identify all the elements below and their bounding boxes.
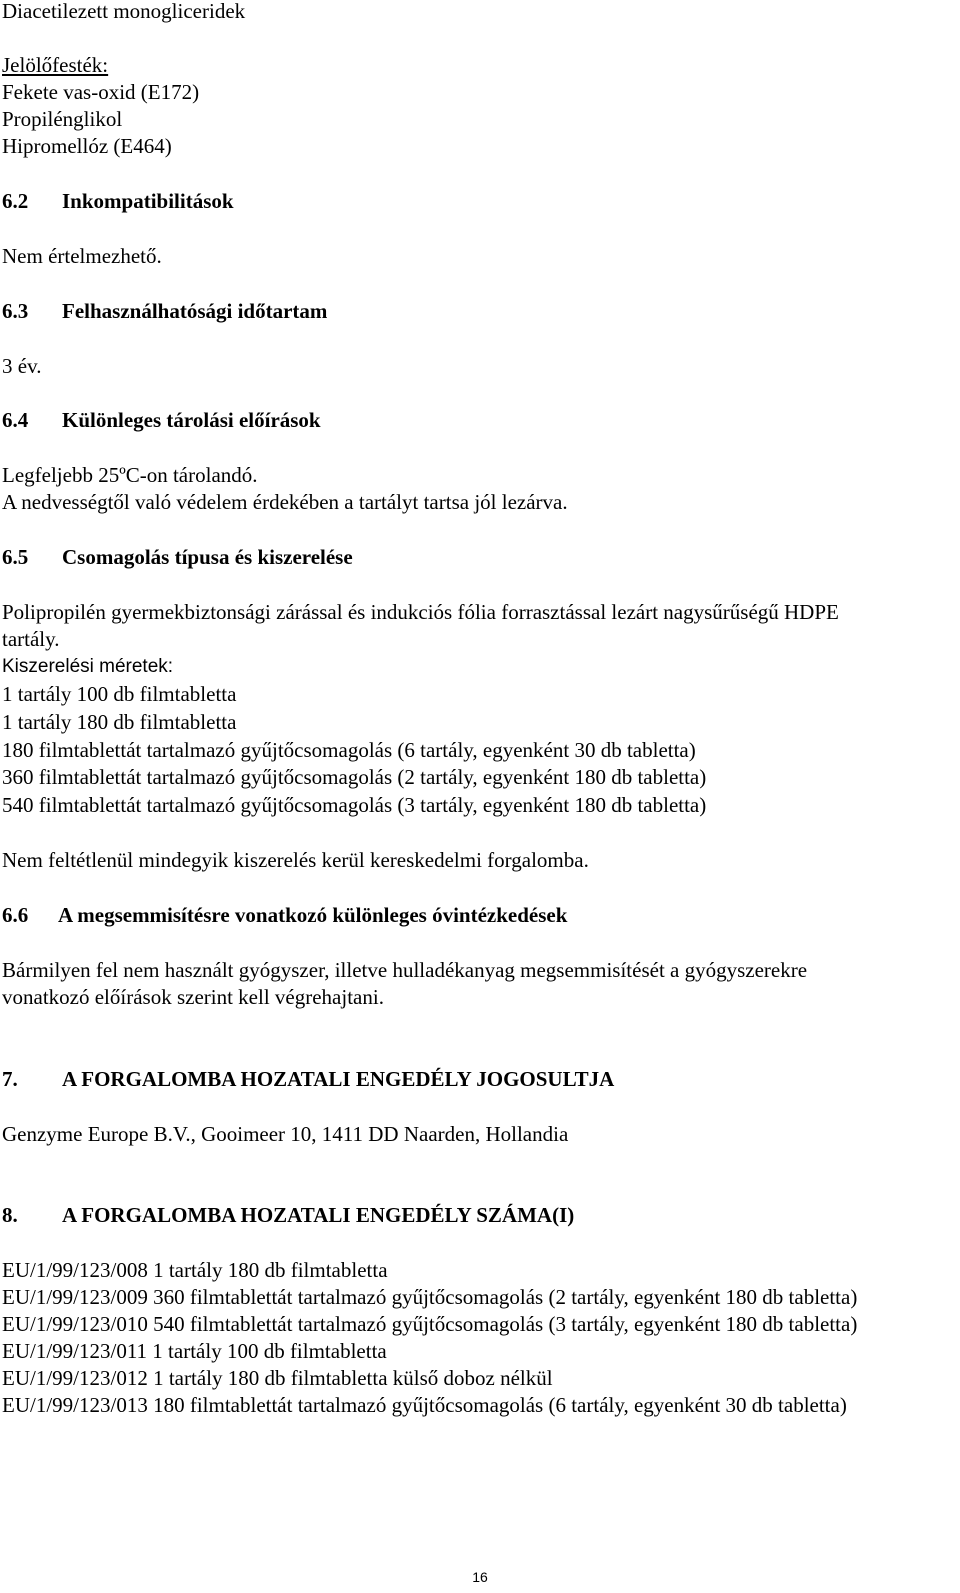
excipient-line: Diacetilezett monogliceridek [2, 0, 246, 23]
section-number: 6.5 [2, 545, 29, 569]
authorisation-number-line: EU/1/99/123/013 180 filmtablettát tartalmazó gyűjtőcsomagolás (6 tartály, egyenként 30 db tabletta) [2, 1393, 847, 1417]
pack-size-item: 540 filmtablettát tartalmazó gyűjtőcsomagolás (3 tartály, egyenként 180 db tabletta) [2, 793, 707, 817]
authorisation-number-line: EU/1/99/123/008 1 tartály 180 db filmtabletta [2, 1258, 388, 1282]
pack-size-item: 360 filmtablettát tartalmazó gyűjtőcsomagolás (2 tartály, egyenként 180 db tabletta) [2, 765, 707, 789]
authorisation-number-line: EU/1/99/123/011 1 tartály 100 db filmtabletta [2, 1339, 387, 1363]
section-title: A megsemmisítésre vonatkozó különleges óvintézkedések [58, 903, 568, 927]
section-number: 8. [2, 1203, 18, 1227]
marketing-note: Nem feltétlenül mindegyik kiszerelés kerül kereskedelmi forgalomba. [2, 848, 589, 872]
section-number: 6.4 [2, 408, 29, 432]
section-number: 6.2 [2, 189, 29, 213]
section-heading-7 [2, 1065, 614, 1093]
colorant-item: Propilénglikol [2, 107, 123, 131]
section-title: A FORGALOMBA HOZATALI ENGEDÉLY SZÁMA(I) [62, 1203, 575, 1227]
pack-size-item: 1 tartály 100 db filmtabletta [2, 682, 237, 706]
section-title: Felhasználhatósági időtartam [62, 299, 328, 323]
section-body: 3 év. [2, 354, 42, 378]
section-body: A nedvességtől való védelem érdekében a tartályt tartsa jól lezárva. [2, 490, 568, 514]
authorisation-number-line: EU/1/99/123/009 360 filmtablettát tartalmazó gyűjtőcsomagolás (2 tartály, egyenként 180 db tabletta) [2, 1285, 858, 1309]
pack-sizes-label: Kiszerelési méretek: [2, 656, 174, 677]
section-heading-6-3 [2, 297, 327, 325]
section-body: Polipropilén gyermekbiztonsági zárással és indukciós fólia forrasztással lezárt nagysűrűségű HDPE [2, 600, 839, 624]
colorant-item: Fekete vas-oxid (E172) [2, 80, 200, 104]
section-number: 7. [2, 1067, 18, 1091]
pack-size-item: 1 tartály 180 db filmtabletta [2, 710, 237, 734]
section-body: Bármilyen fel nem használt gyógyszer, illetve hulladékanyag megsemmisítését a gyógyszerekre [2, 958, 808, 982]
section-body: tartály. [2, 627, 60, 651]
pack-size-item: 180 filmtablettát tartalmazó gyűjtőcsomagolás (6 tartály, egyenként 30 db tabletta) [2, 738, 696, 762]
authorisation-number-line: EU/1/99/123/012 1 tartály 180 db filmtabletta külső doboz nélkül [2, 1366, 553, 1390]
section-body: Genzyme Europe B.V., Gooimeer 10, 1411 DD Naarden, Hollandia [2, 1122, 569, 1146]
section-title: A FORGALOMBA HOZATALI ENGEDÉLY JOGOSULTJA [62, 1067, 615, 1091]
section-body: Legfeljebb 25ºC-on tárolandó. [2, 463, 258, 487]
section-heading-6-6 [2, 901, 567, 929]
section-heading-8 [2, 1201, 574, 1229]
page-number: 16 [472, 1569, 488, 1585]
section-number: 6.3 [2, 299, 29, 323]
colorant-label: Jelölőfesték: [2, 53, 109, 77]
section-heading-6-2 [2, 187, 234, 215]
section-title: Csomagolás típusa és kiszerelése [62, 545, 353, 569]
section-body: Nem értelmezhető. [2, 244, 162, 268]
section-title: Inkompatibilitások [62, 189, 234, 213]
colorant-item: Hipromellóz (E464) [2, 134, 172, 158]
section-heading-6-4 [2, 406, 321, 434]
section-number: 6.6 [2, 903, 29, 927]
authorisation-number-line: EU/1/99/123/010 540 filmtablettát tartalmazó gyűjtőcsomagolás (3 tartály, egyenként 180 db tabletta) [2, 1312, 858, 1336]
section-body: vonatkozó előírások szerint kell végrehajtani. [2, 985, 384, 1009]
section-title: Különleges tárolási előírások [62, 408, 321, 432]
section-heading-6-5 [2, 543, 353, 571]
